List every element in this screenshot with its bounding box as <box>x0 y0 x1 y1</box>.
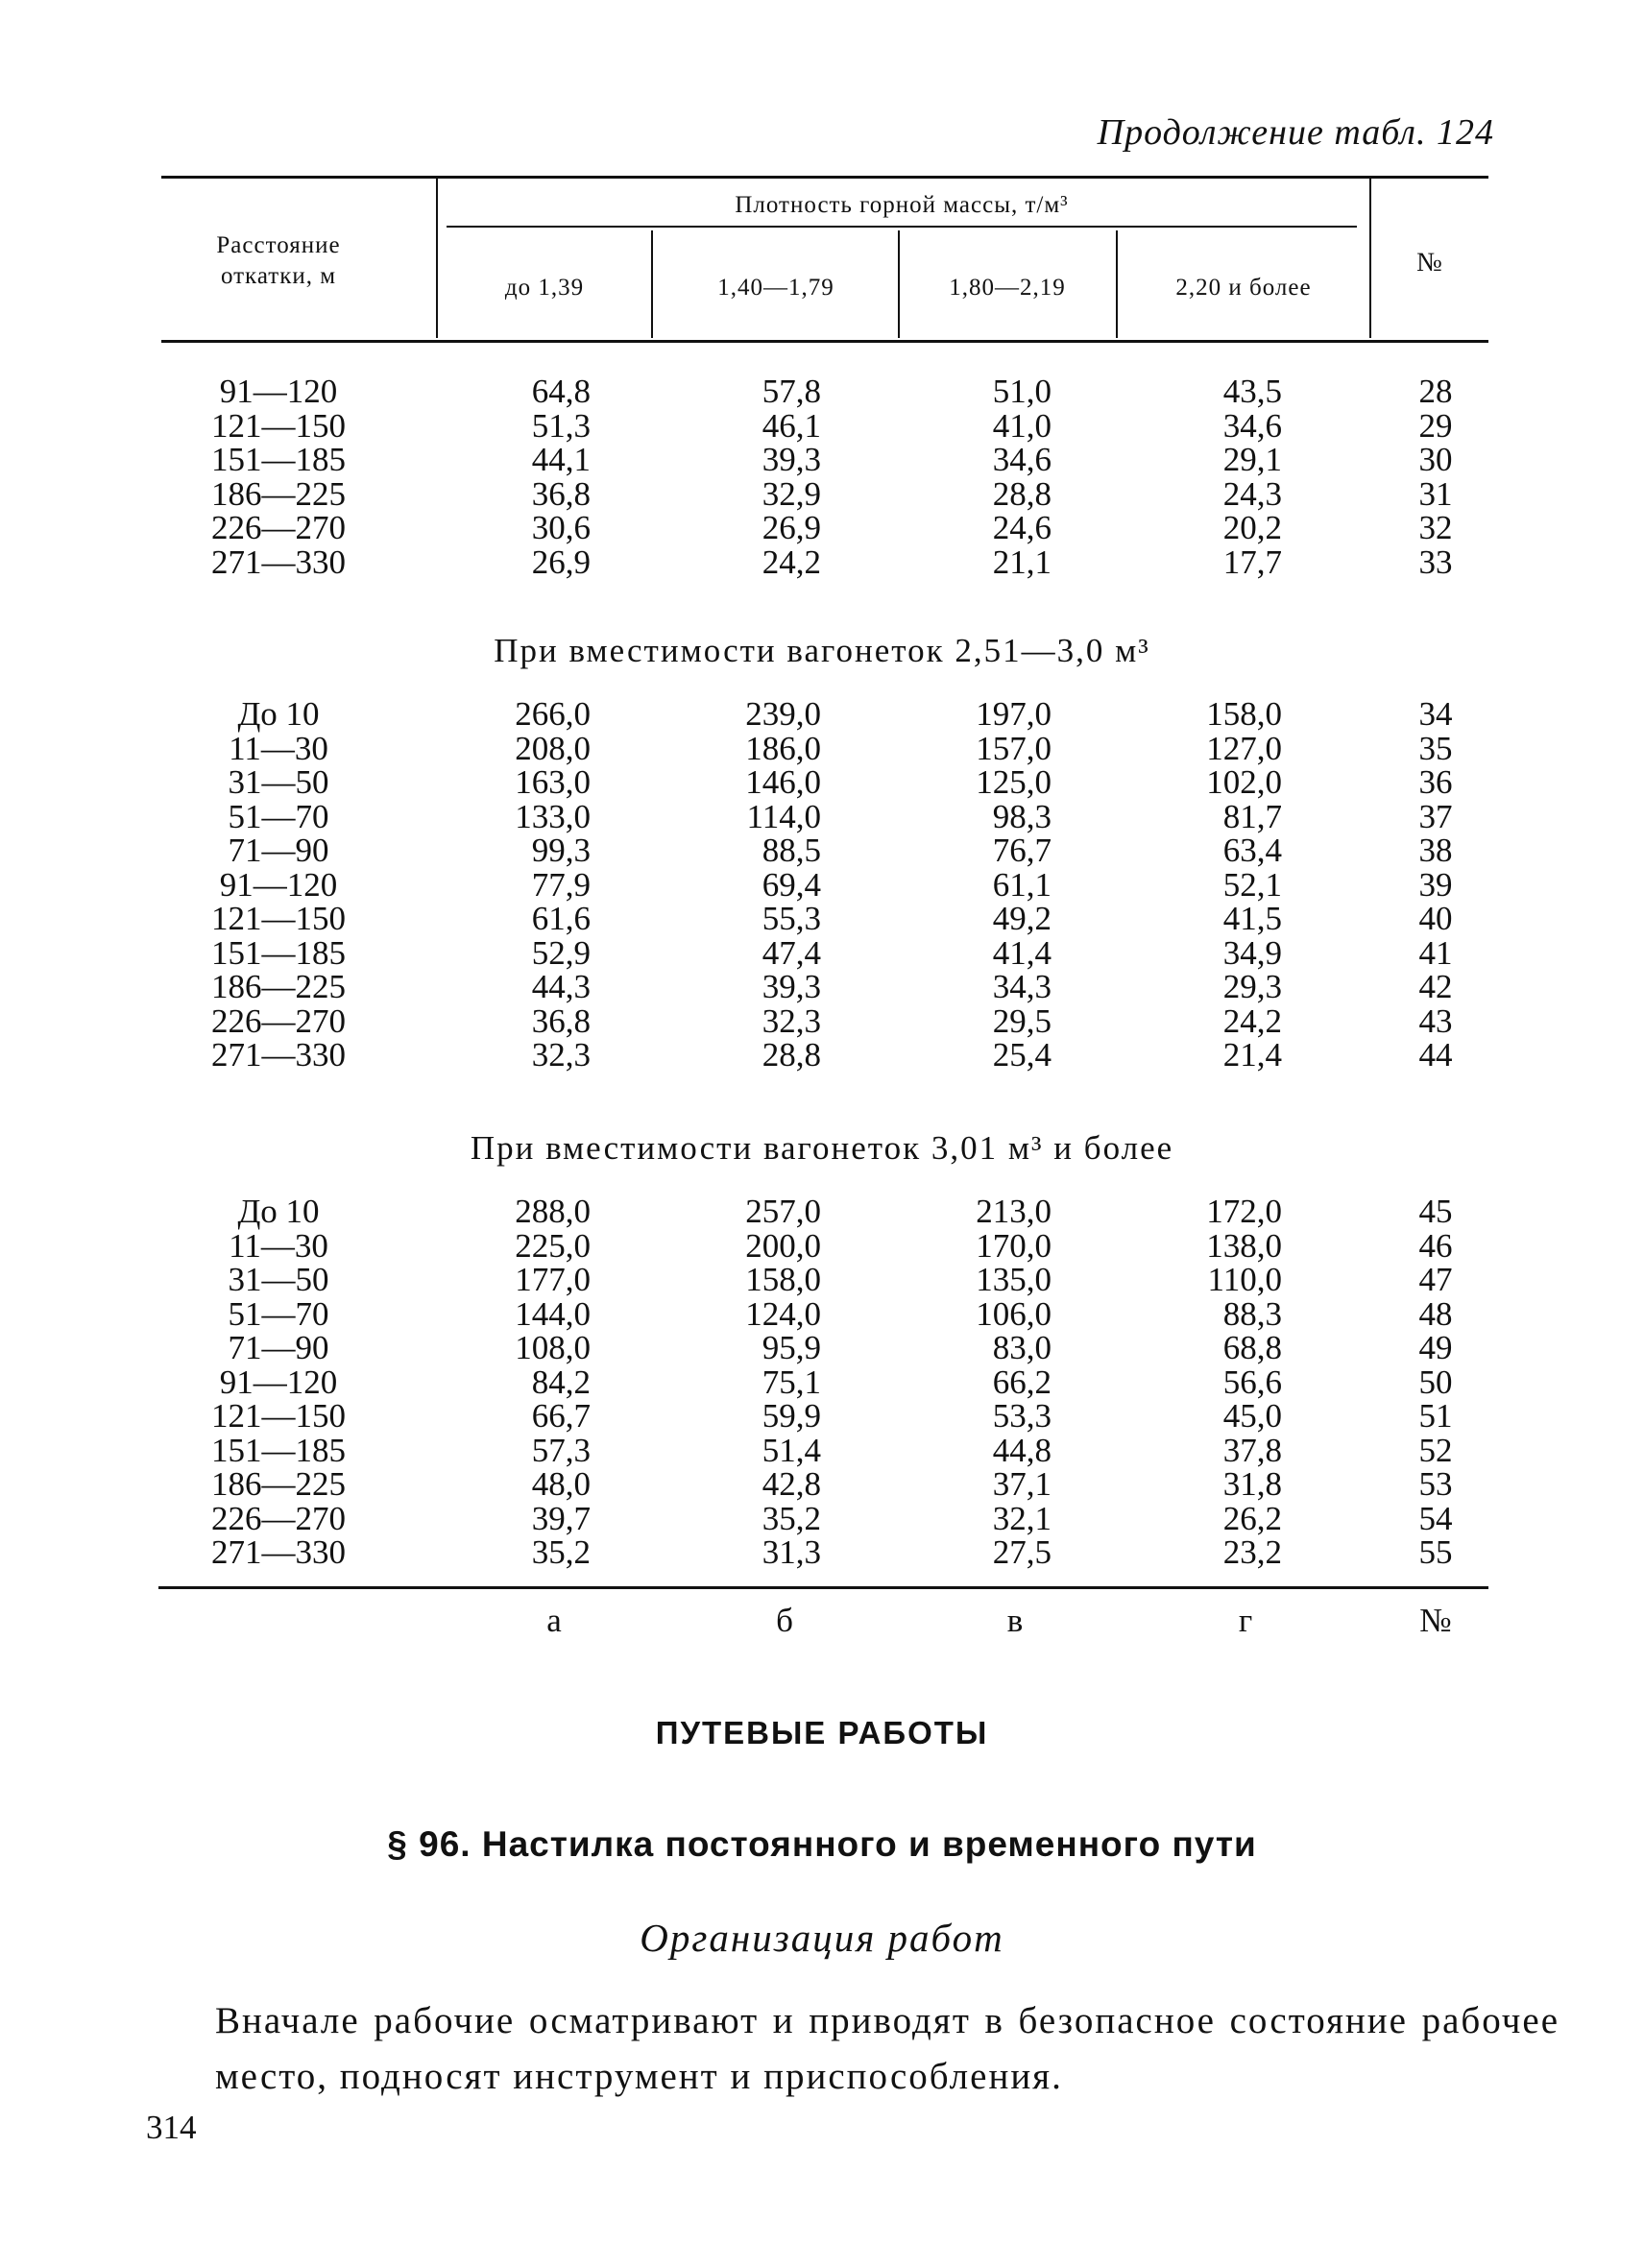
cell-density-1: 44,1 <box>531 441 591 478</box>
cell-density-2: 46,1 <box>762 406 821 445</box>
cell-density-1: 208,0 <box>515 729 591 767</box>
cell-density-1: 108,0 <box>515 1329 591 1366</box>
cell-density-1: 66,7 <box>531 1397 591 1435</box>
cell-density-2: 75,1 <box>762 1363 821 1401</box>
cell-density-2: 39,3 <box>762 968 821 1005</box>
header-group-rule <box>447 226 1357 228</box>
cell-density-1: 48,0 <box>531 1465 591 1503</box>
table-row <box>0 1535 1644 1570</box>
table-row <box>0 443 1644 477</box>
cell-density-1: 39,7 <box>531 1499 591 1537</box>
column-header-density-3: 1,80—2,19 <box>949 275 1066 301</box>
cell-distance: 51—70 <box>228 797 329 835</box>
cell-number: 34 <box>1418 695 1453 733</box>
cell-density-2: 186,0 <box>745 729 821 767</box>
cell-density-1: 225,0 <box>515 1226 591 1265</box>
cell-density-3: 49,2 <box>992 900 1052 937</box>
cell-density-3: 41,0 <box>992 406 1052 445</box>
cell-density-1: 36,8 <box>531 474 591 513</box>
cell-density-2: 39,3 <box>762 441 821 478</box>
column-letter-g: г <box>1238 1602 1253 1639</box>
cell-density-2: 239,0 <box>745 695 821 733</box>
cell-density-2: 124,0 <box>745 1294 821 1333</box>
table-row <box>0 1038 1644 1073</box>
cell-density-1: 44,3 <box>531 968 591 1005</box>
cell-number: 52 <box>1418 1431 1453 1469</box>
cell-number: 28 <box>1418 373 1453 410</box>
cell-distance: 226—270 <box>211 1499 346 1537</box>
table-row <box>0 1294 1644 1333</box>
table-row <box>0 697 1644 732</box>
cell-density-3: 37,1 <box>992 1465 1052 1503</box>
cell-distance: 31—50 <box>228 763 329 801</box>
table-row <box>0 1467 1644 1502</box>
cell-density-2: 47,4 <box>762 933 821 972</box>
cell-density-2: 24,2 <box>762 543 821 581</box>
cell-density-1: 177,0 <box>515 1261 591 1298</box>
cell-number: 33 <box>1418 543 1453 581</box>
cell-density-2: 57,8 <box>762 373 821 410</box>
column-letter-v: в <box>1006 1602 1024 1639</box>
cell-density-1: 57,3 <box>531 1431 591 1469</box>
cell-density-3: 28,8 <box>992 474 1052 513</box>
cell-density-1: 84,2 <box>531 1363 591 1401</box>
table-row <box>0 797 1644 835</box>
cell-number: 43 <box>1418 1001 1453 1040</box>
cell-density-2: 200,0 <box>745 1226 821 1265</box>
page-number: 314 <box>146 2109 197 2146</box>
cell-density-4: 24,2 <box>1222 1001 1282 1040</box>
cell-density-4: 26,2 <box>1222 1499 1282 1537</box>
cell-density-1: 144,0 <box>515 1294 591 1333</box>
cell-density-2: 42,8 <box>762 1465 821 1503</box>
cell-density-4: 20,2 <box>1222 509 1282 546</box>
cell-density-4: 138,0 <box>1206 1226 1282 1265</box>
table-row <box>0 1263 1644 1297</box>
table-row <box>0 406 1644 445</box>
cell-density-1: 64,8 <box>531 373 591 410</box>
cell-density-3: 170,0 <box>976 1226 1052 1265</box>
table-row <box>0 1331 1644 1365</box>
cell-density-1: 266,0 <box>515 695 591 733</box>
cell-number: 50 <box>1418 1363 1453 1401</box>
table-row <box>0 1194 1644 1229</box>
cell-distance: 151—185 <box>211 1431 346 1469</box>
cell-density-1: 51,3 <box>531 406 591 445</box>
table-row <box>0 902 1644 936</box>
cell-density-4: 43,5 <box>1222 373 1282 410</box>
cell-density-4: 127,0 <box>1206 729 1282 767</box>
cell-number: 31 <box>1418 474 1453 513</box>
cell-density-2: 146,0 <box>745 763 821 801</box>
cell-density-4: 81,7 <box>1222 797 1282 835</box>
table-row <box>0 1499 1644 1537</box>
cell-number: 44 <box>1418 1036 1453 1074</box>
cell-distance: 11—30 <box>229 1226 328 1265</box>
cell-distance: 271—330 <box>211 543 346 581</box>
table-row <box>0 1226 1644 1265</box>
column-letter-number: № <box>1419 1602 1452 1639</box>
table-row <box>0 545 1644 580</box>
cell-density-3: 197,0 <box>976 695 1052 733</box>
cell-density-2: 69,4 <box>762 865 821 904</box>
cell-density-4: 21,4 <box>1222 1036 1282 1074</box>
body-paragraph: Вначале рабочие осматривают и приводят в безопасное состояние рабочее место, подносят инструмент и приспособления. <box>215 2000 1559 2097</box>
cell-distance: 226—270 <box>211 509 346 546</box>
cell-density-4: 41,5 <box>1222 900 1282 937</box>
column-header-density-4: 2,20 и более <box>1175 275 1312 301</box>
cell-density-1: 30,6 <box>531 509 591 546</box>
cell-density-2: 55,3 <box>762 900 821 937</box>
cell-number: 42 <box>1418 968 1453 1005</box>
cell-density-4: 34,6 <box>1222 406 1282 445</box>
block-2-title: При вместимости вагонеток 2,51—3,0 м³ <box>494 632 1150 669</box>
cell-density-2: 28,8 <box>762 1036 821 1074</box>
table-row <box>0 1001 1644 1040</box>
cell-density-3: 44,8 <box>992 1431 1052 1469</box>
cell-number: 29 <box>1418 406 1453 445</box>
cell-density-2: 95,9 <box>762 1329 821 1366</box>
cell-density-2: 32,9 <box>762 474 821 513</box>
table-row <box>0 511 1644 545</box>
cell-density-4: 56,6 <box>1222 1363 1282 1401</box>
cell-density-4: 88,3 <box>1222 1294 1282 1333</box>
cell-density-3: 34,6 <box>992 441 1052 478</box>
column-header-density-2: 1,40—1,79 <box>717 275 834 301</box>
cell-distance: 151—185 <box>211 933 346 972</box>
cell-density-4: 45,0 <box>1222 1397 1282 1435</box>
cell-distance: 71—90 <box>228 1329 329 1366</box>
cell-density-4: 23,2 <box>1222 1533 1282 1571</box>
cell-density-2: 88,5 <box>762 832 821 869</box>
cell-density-3: 157,0 <box>976 729 1052 767</box>
cell-number: 36 <box>1418 763 1453 801</box>
cell-density-3: 83,0 <box>992 1329 1052 1366</box>
cell-distance: 71—90 <box>228 832 329 869</box>
cell-density-4: 29,3 <box>1222 968 1282 1005</box>
block-3-title: При вместимости вагонеток 3,01 м³ и более <box>470 1129 1174 1167</box>
header-divider <box>1369 179 1371 338</box>
subsection-heading: Организация работ <box>640 1916 1004 1960</box>
cell-distance: 121—150 <box>211 1397 346 1435</box>
cell-density-3: 106,0 <box>976 1294 1052 1333</box>
cell-distance: 31—50 <box>228 1261 329 1298</box>
cell-number: 38 <box>1418 832 1453 869</box>
cell-density-3: 41,4 <box>992 933 1052 972</box>
cell-density-4: 63,4 <box>1222 832 1282 869</box>
table-row <box>0 765 1644 800</box>
cell-density-3: 29,5 <box>992 1001 1052 1040</box>
cell-number: 46 <box>1418 1226 1453 1265</box>
cell-density-3: 34,3 <box>992 968 1052 1005</box>
table-row <box>0 729 1644 767</box>
cell-distance: 271—330 <box>211 1533 346 1571</box>
cell-number: 49 <box>1418 1329 1453 1366</box>
cell-number: 54 <box>1418 1499 1453 1537</box>
cell-density-2: 257,0 <box>745 1193 821 1230</box>
cell-density-2: 51,4 <box>762 1431 821 1469</box>
table-row <box>0 1399 1644 1434</box>
cell-density-3: 135,0 <box>976 1261 1052 1298</box>
cell-density-1: 61,6 <box>531 900 591 937</box>
column-letter-b: б <box>776 1602 793 1639</box>
cell-density-3: 66,2 <box>992 1363 1052 1401</box>
cell-density-4: 17,7 <box>1222 543 1282 581</box>
cell-number: 53 <box>1418 1465 1453 1503</box>
cell-number: 32 <box>1418 509 1453 546</box>
cell-density-4: 158,0 <box>1206 695 1282 733</box>
cell-density-2: 31,3 <box>762 1533 821 1571</box>
cell-number: 30 <box>1418 441 1453 478</box>
table-row <box>0 374 1644 409</box>
cell-density-4: 31,8 <box>1222 1465 1282 1503</box>
table-top-rule <box>161 176 1488 179</box>
cell-density-4: 24,3 <box>1222 474 1282 513</box>
cell-density-4: 110,0 <box>1207 1261 1282 1298</box>
table-row <box>0 474 1644 513</box>
cell-number: 55 <box>1418 1533 1453 1571</box>
header-bottom-rule <box>161 340 1488 343</box>
header-divider <box>651 230 653 338</box>
cell-density-4: 52,1 <box>1222 865 1282 904</box>
cell-distance: 186—225 <box>211 474 346 513</box>
cell-distance: 121—150 <box>211 900 346 937</box>
cell-density-2: 158,0 <box>745 1261 821 1298</box>
column-header-density-1: до 1,39 <box>504 275 585 301</box>
cell-density-3: 213,0 <box>976 1193 1052 1230</box>
cell-density-3: 21,1 <box>992 543 1052 581</box>
cell-density-1: 52,9 <box>531 933 591 972</box>
cell-density-1: 35,2 <box>531 1533 591 1571</box>
table-row <box>0 933 1644 972</box>
column-header-density-group: Плотность горной массы, т/м³ <box>735 192 1069 218</box>
cell-density-4: 68,8 <box>1222 1329 1282 1366</box>
cell-density-2: 32,3 <box>762 1001 821 1040</box>
cell-distance: 186—225 <box>211 1465 346 1503</box>
cell-distance: 226—270 <box>211 1001 346 1040</box>
table-row <box>0 1431 1644 1469</box>
cell-density-4: 172,0 <box>1206 1193 1282 1230</box>
cell-number: 40 <box>1418 900 1453 937</box>
cell-density-1: 77,9 <box>531 865 591 904</box>
cell-number: 47 <box>1418 1261 1453 1298</box>
table-bottom-rule <box>158 1586 1488 1589</box>
cell-number: 45 <box>1418 1193 1453 1230</box>
cell-density-4: 29,1 <box>1222 441 1282 478</box>
cell-distance: 186—225 <box>211 968 346 1005</box>
cell-density-3: 76,7 <box>992 832 1052 869</box>
cell-density-2: 26,9 <box>762 509 821 546</box>
cell-distance: 11—30 <box>229 729 328 767</box>
cell-number: 41 <box>1418 933 1453 972</box>
cell-density-4: 34,9 <box>1222 933 1282 972</box>
cell-density-1: 163,0 <box>515 763 591 801</box>
cell-distance: 151—185 <box>211 441 346 478</box>
column-header-number: № <box>1416 248 1443 277</box>
cell-distance: 91—120 <box>219 1363 338 1401</box>
cell-distance: 91—120 <box>219 865 338 904</box>
cell-density-3: 53,3 <box>992 1397 1052 1435</box>
cell-distance: До 10 <box>237 695 320 733</box>
cell-number: 35 <box>1418 729 1453 767</box>
cell-density-1: 133,0 <box>515 797 591 835</box>
cell-density-1: 288,0 <box>515 1193 591 1230</box>
header-divider <box>436 179 438 338</box>
table-row <box>0 970 1644 1004</box>
cell-density-3: 27,5 <box>992 1533 1052 1571</box>
cell-density-3: 51,0 <box>992 373 1052 410</box>
cell-density-1: 26,9 <box>531 543 591 581</box>
cell-distance: 51—70 <box>228 1294 329 1333</box>
cell-distance: До 10 <box>237 1193 320 1230</box>
cell-density-3: 125,0 <box>976 763 1052 801</box>
header-divider <box>1116 230 1118 338</box>
column-header-distance: Расстояние откатки, м <box>216 232 341 289</box>
cell-density-1: 36,8 <box>531 1001 591 1040</box>
cell-number: 37 <box>1418 797 1453 835</box>
cell-distance: 121—150 <box>211 406 346 445</box>
cell-number: 51 <box>1418 1397 1453 1435</box>
table-row <box>0 865 1644 904</box>
cell-density-3: 24,6 <box>992 509 1052 546</box>
cell-density-1: 99,3 <box>531 832 591 869</box>
cell-density-4: 37,8 <box>1222 1431 1282 1469</box>
cell-density-2: 59,9 <box>762 1397 821 1435</box>
column-letter-a: а <box>546 1602 562 1639</box>
cell-density-2: 35,2 <box>762 1499 821 1537</box>
cell-number: 48 <box>1418 1294 1453 1333</box>
chapter-heading: ПУТЕВЫЕ РАБОТЫ <box>655 1715 989 1750</box>
cell-number: 39 <box>1418 865 1453 904</box>
cell-density-3: 61,1 <box>992 865 1052 904</box>
cell-density-4: 102,0 <box>1206 763 1282 801</box>
table-row <box>0 1365 1644 1400</box>
cell-density-2: 114,0 <box>746 797 821 835</box>
header-divider <box>898 230 900 338</box>
cell-density-3: 25,4 <box>992 1036 1052 1074</box>
cell-density-1: 32,3 <box>531 1036 591 1074</box>
section-heading: § 96. Настилка постоянного и временного пути <box>387 1824 1257 1864</box>
cell-density-3: 98,3 <box>992 797 1052 835</box>
cell-distance: 271—330 <box>211 1036 346 1074</box>
table-row <box>0 833 1644 868</box>
cell-distance: 91—120 <box>219 373 338 410</box>
cell-density-3: 32,1 <box>992 1499 1052 1537</box>
table-continuation-caption: Продолжение табл. 124 <box>1097 112 1494 153</box>
